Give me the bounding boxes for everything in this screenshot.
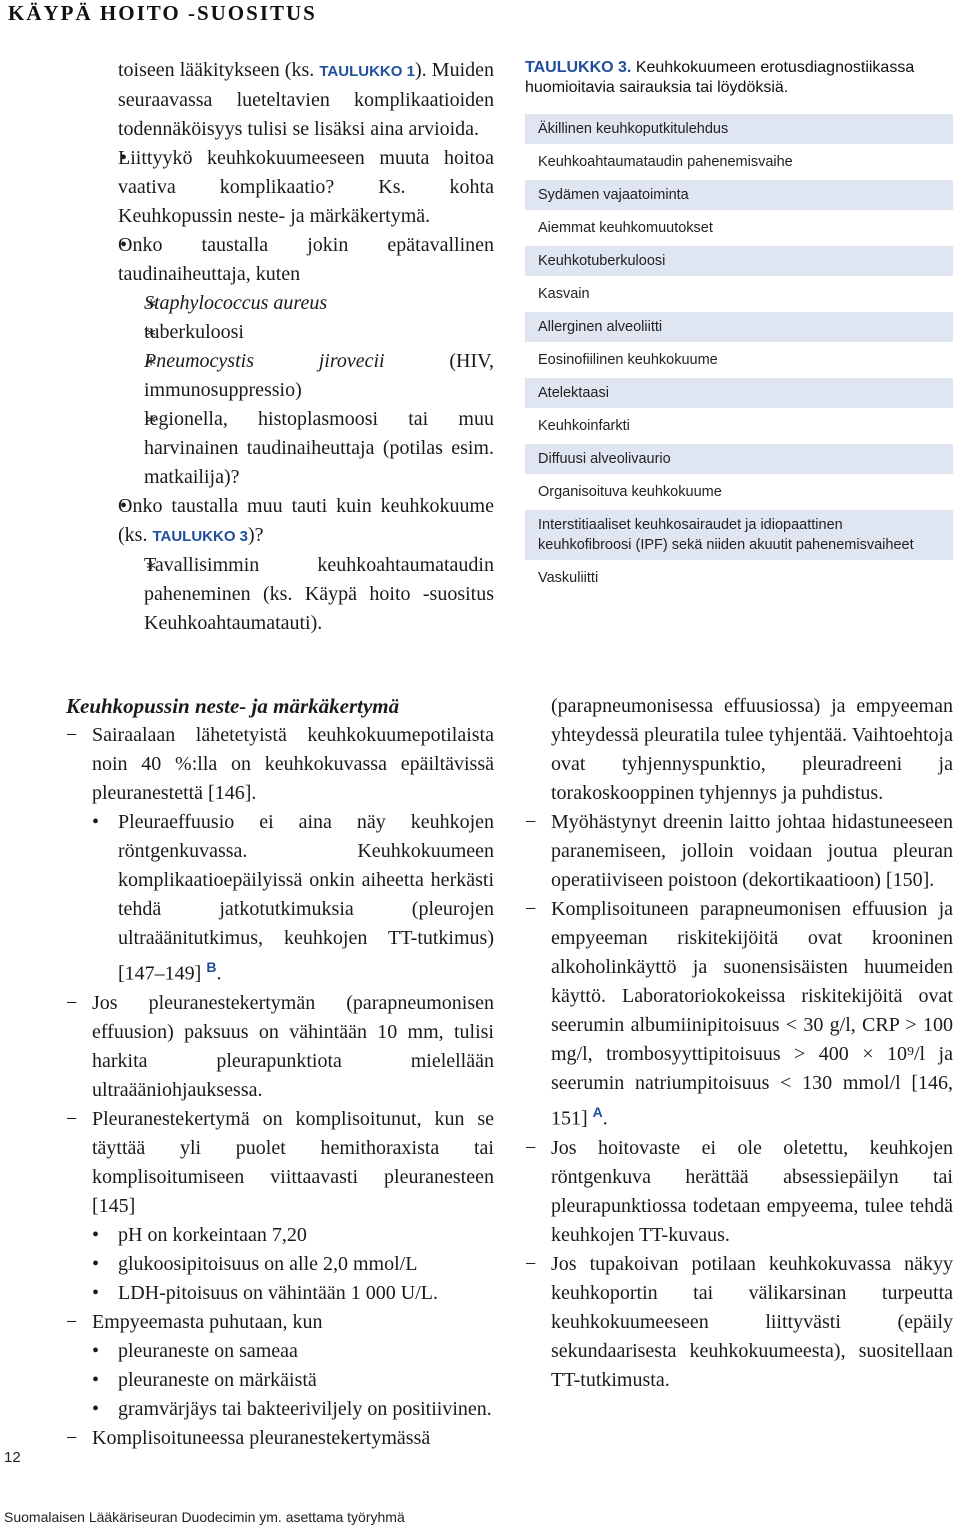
sub-bullet-item (92, 347, 494, 405)
table-row: Keuhkoahtaumataudin pahenemisvaihe (538, 154, 793, 170)
text: toiseen lääkitykseen (ks. (118, 59, 315, 81)
bullet-item: • glukoosipitoisuus on alle 2,0 mmol/L (66, 1250, 494, 1279)
sub-bullet-item: ∗ legionella, histoplasmoosi tai muu harvinainen taudinaiheuttaja (potilas esim. matkailija)? (92, 405, 494, 492)
page-footer: Suomalaisen Lääkäriseuran Duodecimin ym. asettama työryhmä (4, 1509, 405, 1525)
dash-item: − Komplisoituneessa pleuranestekertymässä (66, 1424, 494, 1453)
table-row: Äkillinen keuhkoputkitulehdus (525, 114, 953, 144)
bottom-left-column (66, 692, 494, 1453)
text: Komplisoituneen parapneumonisen effuusion ja empyeeman riskitekijöitä ovat krooninen alkoholinkäyttö ja suonensisäisten huumeiden käyttö. Laboratoriokokeissa riskitekijöitä ovat seerumin albumiinipitoisuus < 30 g/l, CRP > 100 mg/l, trombosyyttipitoisuus > 400 × 10⁹/l ja seerumin natriumpitoisuus < 130 mmol/l [146, 151] (551, 898, 953, 1130)
table-row: Organisoituva keuhkokuume (538, 484, 722, 500)
bullet-item: • Onko taustalla jokin epätavallinen taudinaiheuttaja, kuten (92, 231, 494, 289)
dash-item: − Jos tupakoivan potilaan keuhkokuvassa näkyy keuhkoportin tai välikarsinan turpeutta keuhkokuumeeseen liittyvästi (epäily sekundaarisesta keuhkokuumeesta), suositellaan TT-tutkimusta. (525, 1250, 953, 1395)
table-caption: Keuhkokuumeen erotusdiagnostiikassa huomioitavia sairauksia tai löydöksiä. (525, 59, 915, 96)
page-number: 12 (4, 1449, 21, 1466)
bullet-item: • pleuraneste on sameaa (66, 1337, 494, 1366)
text: . (216, 962, 222, 985)
dash-item: − Jos hoitovaste ei ole oletettu, keuhkojen röntgenkuva herättää absessiepäilyn tai pleurapunktiossa todetaan empyeema, tulee tehdä keuhkojen TT-kuvaus. (525, 1134, 953, 1250)
bullet-item (92, 492, 494, 551)
dash-item: − Myöhästynyt dreenin laitto johtaa hidastuneeseen paranemiseen, jolloin voidaan joutua pleuran operatiiviseen poistoon (dekortikaatioon) [150]. (525, 808, 953, 895)
dash-item: − Jos pleuranestekertymän (parapneumonisen effuusion) paksuus on vähintään 10 mm, tulisi harkita pleurapunktiota mielellään ultraääniohjauksessa. (66, 989, 494, 1105)
text: Onko taustalla muu tauti kuin keuhkokuume (ks. (118, 495, 494, 546)
evidence-grade: B (206, 959, 217, 975)
table-row: Keuhkotuberkuloosi (525, 246, 953, 276)
sub-bullet-item: ∗ Staphylococcus aureus (92, 289, 494, 318)
table-row: Kasvain (538, 286, 590, 302)
sub-bullet-item: ∗ Tavallisimmin keuhkoahtaumataudin paheneminen (ks. Käypä hoito -suositus Keuhkoahtaumatauti). (92, 551, 494, 638)
text: Pleuraeffuusio ei aina näy keuhkojen röntgenkuvassa. Keuhkokuumeen komplikaatioepäilyissä onkin aiheetta herkästi tehdä jatkotutkimuksia (pleurojen ultraäänitutkimus, keuhkojen TT-tutkimus) [147–149] (118, 811, 494, 985)
text: (HIV, immunosuppressio) (144, 350, 495, 401)
table-row: Vaskuliitti (538, 570, 599, 586)
table-label: TAULUKKO 3. (525, 59, 632, 76)
bullet-item: • pleuraneste on märkäistä (66, 1366, 494, 1395)
dash-item (525, 895, 953, 1134)
table-row: Allerginen alveoliitti (525, 312, 953, 342)
bullet-item: • pH on korkeintaan 7,20 (66, 1221, 494, 1250)
table-row: Diffuusi alveolivaurio (525, 444, 953, 474)
text: )? (248, 524, 264, 546)
running-header: KÄYPÄ HOITO -SUOSITUS (8, 1, 317, 25)
evidence-grade: A (592, 1104, 603, 1120)
bullet-item: • LDH-pitoisuus on vähintään 1 000 U/L. (66, 1279, 494, 1308)
bullet-item: • gramvärjäys tai bakteeriviljely on positiivinen. (66, 1395, 494, 1424)
text: . (602, 1107, 608, 1130)
table-row: Aiemmat keuhkomuutokset (538, 220, 713, 236)
table-rows (525, 114, 953, 593)
table-ref-link[interactable]: TAULUKKO 3 (152, 528, 249, 545)
dash-item: − Empyeemasta puhutaan, kun (66, 1308, 494, 1337)
bottom-right-column (525, 692, 953, 1395)
table-row: Sydämen vajaatoiminta (525, 180, 953, 210)
table-ref-link[interactable]: TAULUKKO 1 (319, 63, 416, 80)
text: ). (415, 59, 427, 81)
table-3 (525, 58, 953, 596)
table-row: Eosinofiilinen keuhkokuume (538, 352, 718, 368)
sub-bullet-item: ∗ tuberkuloosi (92, 318, 494, 347)
section-heading: Keuhkopussin neste- ja märkäkertymä (66, 694, 400, 718)
top-left-column (92, 56, 494, 638)
paragraph: (parapneumonisessa effuusiossa) ja empyeeman yhteydessä pleuratila tulee tyhjentää. Vaihtoehtoja ovat tyhjennyspunktio, pleuradreeni ja torakoskooppinen tyhjennys ja puhdistus. (551, 695, 953, 804)
bullet-item: • Liittyykö keuhkokuumeeseen muuta hoitoa vaativa komplikaatio? Ks. kohta Keuhkopussin neste- ja märkäkertymä. (92, 144, 494, 231)
table-title (525, 58, 953, 98)
text: Muiden seuraavassa lueteltavien komplikaatioiden todennäköisyys tulisi se lisäksi aina arvioida. (118, 59, 495, 140)
text: Pneumocystis jirovecii (144, 350, 385, 372)
dash-item: − Pleuranestekertymä on komplisoitunut, kun se täyttää yli puolet hemithoraxista tai komplisoitumiseen viittaavasti pleuranesteen [145] (66, 1105, 494, 1221)
dash-item: − Sairaalaan lähetetyistä keuhkokuumepotilaista noin 40 %:lla on keuhkokuvassa epäiltävissä pleuranestettä [146]. (66, 721, 494, 808)
paragraph (92, 56, 494, 144)
table-row: Keuhkoinfarkti (538, 418, 630, 434)
bullet-item (66, 808, 494, 989)
table-row: Atelektaasi (525, 378, 953, 408)
table-row: Interstitiaaliset keuhkosairaudet ja idiopaattinen keuhkofibroosi (IPF) sekä niiden akuutit pahenemisvaiheet (525, 510, 953, 560)
